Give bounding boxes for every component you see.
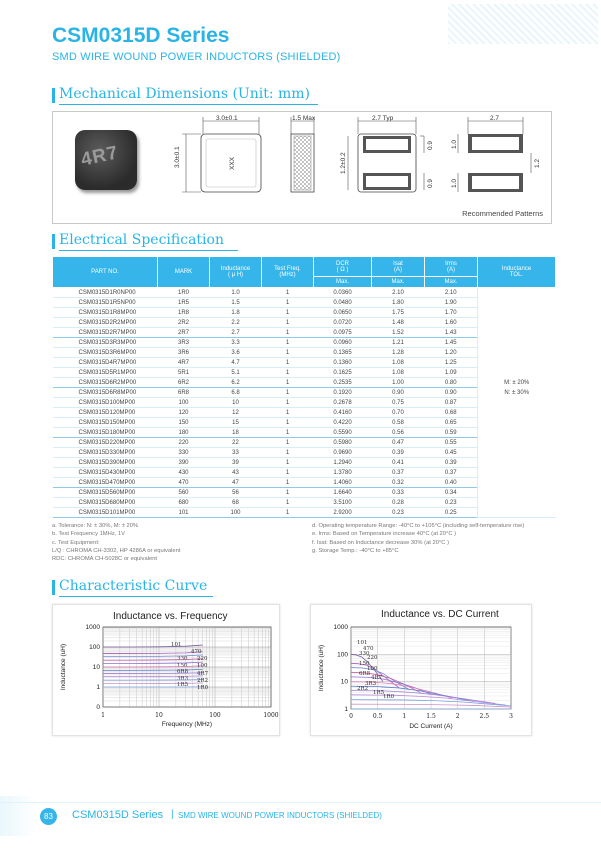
table-cell: 1.21: [372, 338, 425, 348]
chart2-series-label: 4R7: [371, 675, 383, 681]
page-title: CSM0315D Series: [52, 24, 230, 47]
chart1-series-label: 2R2: [197, 678, 209, 684]
note-line: g. Storage Temp.: -40°C to +85°C: [312, 547, 399, 554]
table-cell: 1.0: [210, 288, 262, 298]
table-cell: 43: [210, 468, 262, 478]
chart2-ytick: 1: [344, 706, 348, 713]
chart2-xtick: 1.5: [426, 713, 436, 720]
chart1-xtick: 10: [155, 712, 163, 719]
chart1-title: Inductance vs. Frequency: [113, 611, 228, 622]
table-cell: 0.39: [372, 448, 425, 458]
table-cell: 68: [210, 498, 262, 508]
col-tolerance: [478, 257, 556, 288]
table-cell: 33: [210, 448, 262, 458]
table-cell: 1: [262, 488, 314, 498]
chart1-series-label: 4R7: [197, 671, 209, 677]
chart1-xtick: 1000: [263, 712, 279, 719]
table-cell: 10: [210, 398, 262, 408]
table-cell: 0.39: [425, 458, 478, 468]
col-isat: [372, 257, 425, 277]
table-cell: 0.0975: [314, 328, 372, 338]
table-cell: 1: [262, 358, 314, 368]
table-cell: 1.3780: [314, 468, 372, 478]
table-cell: 1.28: [372, 348, 425, 358]
table-cell: 0.4220: [314, 418, 372, 428]
table-cell: 3R3: [158, 338, 210, 348]
table-cell: 0.58: [372, 418, 425, 428]
table-cell: CSM0315D6R8MP00: [53, 388, 158, 398]
table-cell: 0.1360: [314, 358, 372, 368]
chart1-ytick: 1000: [85, 624, 100, 631]
table-cell: 1.60: [425, 318, 478, 328]
table-cell: CSM0315D1R0NP00: [53, 288, 158, 298]
dim-body-mark: XXX: [229, 156, 236, 170]
table-cell: CSM0315D3R3MP00: [53, 338, 158, 348]
table-cell: CSM0315D680MP00: [53, 498, 158, 508]
footer: [0, 796, 601, 836]
chart1-series-label: 100: [197, 663, 208, 669]
table-cell: CSM0315D5R1MP00: [53, 368, 158, 378]
col-isat-max: Max.: [372, 277, 425, 288]
table-cell: 0.0960: [314, 338, 372, 348]
table-cell: 0.4160: [314, 408, 372, 418]
table-cell: 1.5: [210, 298, 262, 308]
dim-rec-bottom: 1.0: [451, 178, 458, 188]
table-cell: 0.59: [425, 428, 478, 438]
table-cell: 0.65: [425, 418, 478, 428]
table-cell: 470: [158, 478, 210, 488]
table-cell: 1: [262, 298, 314, 308]
table-cell: CSM0315D390MP00: [53, 458, 158, 468]
table-cell: CSM0315D470MP00: [53, 478, 158, 488]
table-cell: 0.90: [425, 388, 478, 398]
col-inductance-unit: ( μ H): [227, 272, 244, 278]
table-cell: 0.80: [425, 378, 478, 388]
col-irms-unit: (A): [447, 266, 455, 273]
table-cell: CSM0315D6R2MP00: [53, 378, 158, 388]
table-cell: 6R8: [158, 388, 210, 398]
col-isat-unit: (A): [394, 266, 402, 273]
table-cell: 2.7: [210, 328, 262, 338]
col-mark: MARK: [158, 257, 210, 288]
mechanical-heading: [52, 86, 310, 102]
chart1-xtick: 1: [101, 712, 105, 719]
chart1-series-label: 1R5: [177, 682, 189, 688]
table-cell: 390: [158, 458, 210, 468]
table-cell: CSM0315D150MP00: [53, 418, 158, 428]
chart1-series-label: 220: [197, 656, 208, 662]
table-cell: 2.10: [372, 288, 425, 298]
page-number: 83: [40, 808, 57, 825]
table-cell: CSM0315D120MP00: [53, 408, 158, 418]
chart1-series-label: 470: [191, 649, 202, 655]
chart2-xtick: 1: [402, 713, 407, 720]
table-cell: 0.40: [425, 478, 478, 488]
table-cell: 12: [210, 408, 262, 418]
table-cell: 22: [210, 438, 262, 448]
table-cell: 0.23: [425, 498, 478, 508]
table-cell: 1.09: [425, 368, 478, 378]
col-tol-label: Inductance: [501, 266, 532, 272]
table-cell: 0.34: [425, 488, 478, 498]
table-cell: 0.0360: [314, 288, 372, 298]
table-cell: 1: [262, 328, 314, 338]
footer-series: CSM0315D Series: [72, 809, 164, 821]
chart2-series-label: 6R8: [359, 671, 371, 677]
chart2-title: Inductance vs. DC Current: [381, 609, 499, 620]
table-cell: CSM0315D220MP00: [53, 438, 158, 448]
chart1-series-label: 6R8: [177, 669, 189, 675]
table-cell: 0.55: [425, 438, 478, 448]
mechanical-heading-text: Mechanical Dimensions (Unit: mm): [59, 86, 311, 102]
chart1-ytick: 10: [92, 664, 100, 671]
table-cell: CSM0315D180MP00: [53, 428, 158, 438]
table-cell: 0.33: [372, 488, 425, 498]
table-cell: 1: [262, 318, 314, 328]
table-cell: 1: [262, 458, 314, 468]
table-cell: 1: [262, 398, 314, 408]
table-cell: 2.10: [425, 288, 478, 298]
footer-separator: |: [171, 809, 174, 820]
note-line: a. Tolerance: N: ± 30%, M: ± 20%: [52, 523, 139, 529]
table-cell: 0.45: [425, 448, 478, 458]
table-cell: 1.45: [425, 338, 478, 348]
tolerance-cell: [478, 288, 556, 518]
table-cell: 560: [158, 488, 210, 498]
table-cell: 0.70: [372, 408, 425, 418]
table-cell: 0.37: [425, 468, 478, 478]
chart1-ytick: 100: [89, 644, 100, 651]
table-cell: 1.90: [425, 298, 478, 308]
table-cell: 0.32: [372, 478, 425, 488]
table-cell: 180: [158, 428, 210, 438]
table-cell: 1.8: [210, 308, 262, 318]
table-cell: 3.6: [210, 348, 262, 358]
table-cell: CSM0315D430MP00: [53, 468, 158, 478]
chart1-ytick: 1: [96, 684, 100, 691]
table-row: [53, 288, 556, 298]
dim-max-height: 1.5 Max: [292, 115, 316, 122]
table-cell: 0.87: [425, 398, 478, 408]
table-cell: 1: [262, 388, 314, 398]
table-cell: 0.0720: [314, 318, 372, 328]
table-cell: 1: [262, 338, 314, 348]
chart2-series-label: 470: [363, 646, 374, 652]
table-cell: 2.9200: [314, 508, 372, 518]
table-cell: 0.90: [372, 388, 425, 398]
table-cell: 5.1: [210, 368, 262, 378]
chart2-series-label: 150: [359, 661, 370, 667]
chart1-ytick: 0: [96, 704, 100, 711]
table-cell: 0.75: [372, 398, 425, 408]
table-cell: 1.4060: [314, 478, 372, 488]
electrical-spec-table: [52, 256, 556, 518]
curve-heading: [52, 578, 207, 594]
note-line: c. Test Equipment:: [52, 539, 100, 546]
table-cell: CSM0315D3R6MP00: [53, 348, 158, 358]
table-cell: 150: [158, 418, 210, 428]
recommended-patterns-label: Recommended Patterns: [462, 209, 543, 218]
table-cell: 0.2678: [314, 398, 372, 408]
col-tol-unit: TOL.: [509, 272, 524, 278]
table-cell: 1.70: [425, 308, 478, 318]
col-test-freq-label: Test Freq.: [274, 266, 301, 272]
dim-pad-bottom: 0.9: [427, 178, 434, 188]
tolerance-m: M: ± 20%: [504, 380, 530, 386]
chip-marking: 4R7: [79, 142, 121, 171]
table-cell: 1.25: [425, 358, 478, 368]
notes-left: [52, 522, 302, 563]
chart2-ylabel: Inductance (uH): [318, 644, 325, 692]
dim-rec-mid: 1.2: [534, 158, 541, 168]
dim-pad-left: 1.2±0.2: [340, 152, 347, 174]
table-cell: CSM0315D2R7MP00: [53, 328, 158, 338]
table-cell: 100: [210, 508, 262, 518]
mechanical-drawing-box: [52, 111, 552, 224]
note-line: e. Irms: Based on Temperature increase 40°C (at 20°C ): [312, 531, 457, 538]
table-cell: 0.2535: [314, 378, 372, 388]
table-cell: 1.75: [372, 308, 425, 318]
table-cell: 2R7: [158, 328, 210, 338]
table-cell: CSM0315D101MP00: [53, 508, 158, 518]
chart2-series-label: 100: [367, 666, 378, 672]
chart2-ytick: 100: [337, 651, 348, 659]
chart1-svg: [53, 605, 281, 737]
table-cell: 1.80: [372, 298, 425, 308]
table-cell: 101: [158, 508, 210, 518]
table-cell: 1.00: [372, 378, 425, 388]
table-cell: 3.5100: [314, 498, 372, 508]
table-cell: 1: [262, 368, 314, 378]
chart1-series-label: 101: [171, 642, 182, 648]
table-cell: 1R5: [158, 298, 210, 308]
col-irms: [425, 257, 478, 277]
chart2-series-label: 1R0: [383, 694, 395, 700]
table-cell: 15: [210, 418, 262, 428]
table-cell: 1R8: [158, 308, 210, 318]
table-cell: 6.2: [210, 378, 262, 388]
note-line: b. Test Frequency 1MHz, 1V: [52, 531, 126, 538]
table-cell: 18: [210, 428, 262, 438]
table-cell: 680: [158, 498, 210, 508]
table-cell: 1: [262, 498, 314, 508]
note-line: d. Operating temperature Range: -40°C to +105°C (including self-temperature rise): [312, 523, 525, 529]
chart2-series-label: 330: [359, 651, 370, 657]
table-cell: 120: [158, 408, 210, 418]
chart2-xtick: 2.5: [479, 713, 490, 720]
table-cell: 220: [158, 438, 210, 448]
table-cell: 0.0650: [314, 308, 372, 318]
table-cell: CSM0315D330MP00: [53, 448, 158, 458]
table-cell: 1.43: [425, 328, 478, 338]
chart2-svg: [311, 605, 533, 737]
table-cell: 39: [210, 458, 262, 468]
table-cell: 330: [158, 448, 210, 458]
table-cell: 0.37: [372, 468, 425, 478]
table-cell: 2.2: [210, 318, 262, 328]
col-isat-label: Isat: [393, 260, 403, 267]
chart2-series-label: 101: [357, 640, 368, 646]
chart1-series-label: 3R3: [177, 676, 189, 682]
table-cell: 1.52: [372, 328, 425, 338]
dim-top-width: 3.0±0.1: [216, 115, 238, 122]
col-part-no: PART NO.: [53, 257, 158, 288]
chart2-xtick: 0: [349, 713, 353, 720]
table-cell: 100: [158, 398, 210, 408]
chart-inductance-vs-dc-current: [310, 604, 532, 736]
table-cell: 0.47: [372, 438, 425, 448]
col-dcr-max: Max.: [314, 277, 372, 288]
table-cell: 1.6640: [314, 488, 372, 498]
table-cell: 1: [262, 288, 314, 298]
chart2-xlabel: DC Current (A): [409, 723, 453, 730]
table-cell: CSM0315D100MP00: [53, 398, 158, 408]
electrical-heading-text: Electrical Specification: [59, 232, 224, 248]
table-cell: 1: [262, 448, 314, 458]
dim-pad-top: 0.9: [427, 140, 434, 150]
table-cell: 0.25: [425, 508, 478, 518]
chart-inductance-vs-frequency: [52, 604, 280, 736]
chart1-xlabel: Frequency (MHz): [161, 721, 213, 728]
note-line: L/Q : CHROMA CH-3302, HP 4286A or equivalent: [52, 547, 181, 554]
chart2-series-label: 2R2: [357, 686, 369, 692]
col-test-freq: [262, 257, 314, 288]
dim-side-height: 3.0±0.1: [174, 146, 181, 168]
chart2-xtick: 0.5: [372, 713, 383, 720]
col-irms-max: Max.: [425, 277, 478, 288]
chart1-series-label: 1R0: [197, 685, 209, 691]
chart2-ytick: 1000: [333, 624, 348, 631]
table-cell: 1: [262, 378, 314, 388]
col-irms-label: Irms: [445, 260, 457, 267]
table-cell: 1.48: [372, 318, 425, 328]
table-cell: 1: [262, 408, 314, 418]
table-cell: 1.20: [425, 348, 478, 358]
tolerance-n: N: ± 30%: [504, 390, 530, 396]
table-cell: 0.68: [425, 408, 478, 418]
table-cell: 0.1920: [314, 388, 372, 398]
table-cell: 1: [262, 468, 314, 478]
table-cell: 1: [262, 478, 314, 488]
table-cell: 6.8: [210, 388, 262, 398]
col-inductance: [210, 257, 262, 288]
table-cell: 1.08: [372, 368, 425, 378]
chart2-series-label: 220: [367, 655, 378, 661]
chart1-series-label: 150: [177, 663, 188, 669]
table-cell: 0.0480: [314, 298, 372, 308]
chart2-series-label: 1R5: [373, 690, 385, 696]
chart1-ylabel: Inductance (uH): [60, 643, 67, 691]
table-cell: 56: [210, 488, 262, 498]
table-cell: 47: [210, 478, 262, 488]
chart1-xtick: 100: [209, 712, 221, 719]
electrical-heading: [52, 232, 224, 248]
col-dcr-label: DCR: [336, 260, 349, 267]
table-cell: 0.9690: [314, 448, 372, 458]
table-cell: 3.3: [210, 338, 262, 348]
curve-heading-text: Characteristic Curve: [59, 578, 208, 594]
table-cell: 0.5590: [314, 428, 372, 438]
table-cell: 1: [262, 308, 314, 318]
dim-rec-top: 1.0: [451, 139, 458, 149]
note-line: f. Isat: Based on Inductance decrease 30% (at 20°C ): [312, 539, 450, 546]
table-cell: 1.08: [372, 358, 425, 368]
table-cell: 0.5980: [314, 438, 372, 448]
col-test-freq-unit: (MHz): [279, 272, 296, 278]
table-cell: 0.28: [372, 498, 425, 508]
note-line: RDC: CHROMA CH-5028C or equivalent: [52, 556, 158, 563]
spec-table-body: [53, 288, 556, 518]
table-cell: 0.1365: [314, 348, 372, 358]
table-cell: 1: [262, 508, 314, 518]
table-cell: 0.23: [372, 508, 425, 518]
table-cell: 430: [158, 468, 210, 478]
table-cell: 0.56: [372, 428, 425, 438]
table-cell: 3R6: [158, 348, 210, 358]
table-cell: 1.2940: [314, 458, 372, 468]
chart2-xtick: 2: [455, 713, 460, 720]
table-cell: 4.7: [210, 358, 262, 368]
col-dcr: [314, 257, 372, 277]
table-cell: 2R2: [158, 318, 210, 328]
table-cell: CSM0315D2R2MP00: [53, 318, 158, 328]
table-cell: CSM0315D1R5NP00: [53, 298, 158, 308]
col-inductance-label: Inductance: [220, 266, 251, 272]
table-cell: 0.41: [372, 458, 425, 468]
chart1-series-label: 330: [177, 656, 188, 662]
footer-subtitle: SMD WIRE WOUND POWER INDUCTORS (SHIELDED): [178, 811, 382, 820]
table-cell: 1: [262, 438, 314, 448]
table-cell: CSM0315D1R8MP00: [53, 308, 158, 318]
table-cell: 6R2: [158, 378, 210, 388]
dim-rec-width: 2.7: [490, 115, 500, 122]
table-cell: 1R0: [158, 288, 210, 298]
table-cell: 1: [262, 418, 314, 428]
table-cell: 0.1625: [314, 368, 372, 378]
chart2-series-label: 3R3: [365, 681, 377, 687]
notes-right: [312, 522, 562, 555]
table-cell: CSM0315D4R7MP00: [53, 358, 158, 368]
chart2-ytick: 10: [340, 678, 348, 686]
table-cell: 4R7: [158, 358, 210, 368]
col-dcr-unit: ( Ω ): [336, 266, 349, 273]
table-cell: 1: [262, 348, 314, 358]
page-subtitle: SMD WIRE WOUND POWER INDUCTORS (SHIELDED): [52, 51, 341, 63]
table-cell: CSM0315D560MP00: [53, 488, 158, 498]
header-pattern: [448, 4, 598, 44]
dim-bottom-typ: 2.7 Typ: [372, 115, 394, 122]
table-cell: 5R1: [158, 368, 210, 378]
chart2-xtick: 3: [509, 713, 513, 720]
table-cell: 1: [262, 428, 314, 438]
